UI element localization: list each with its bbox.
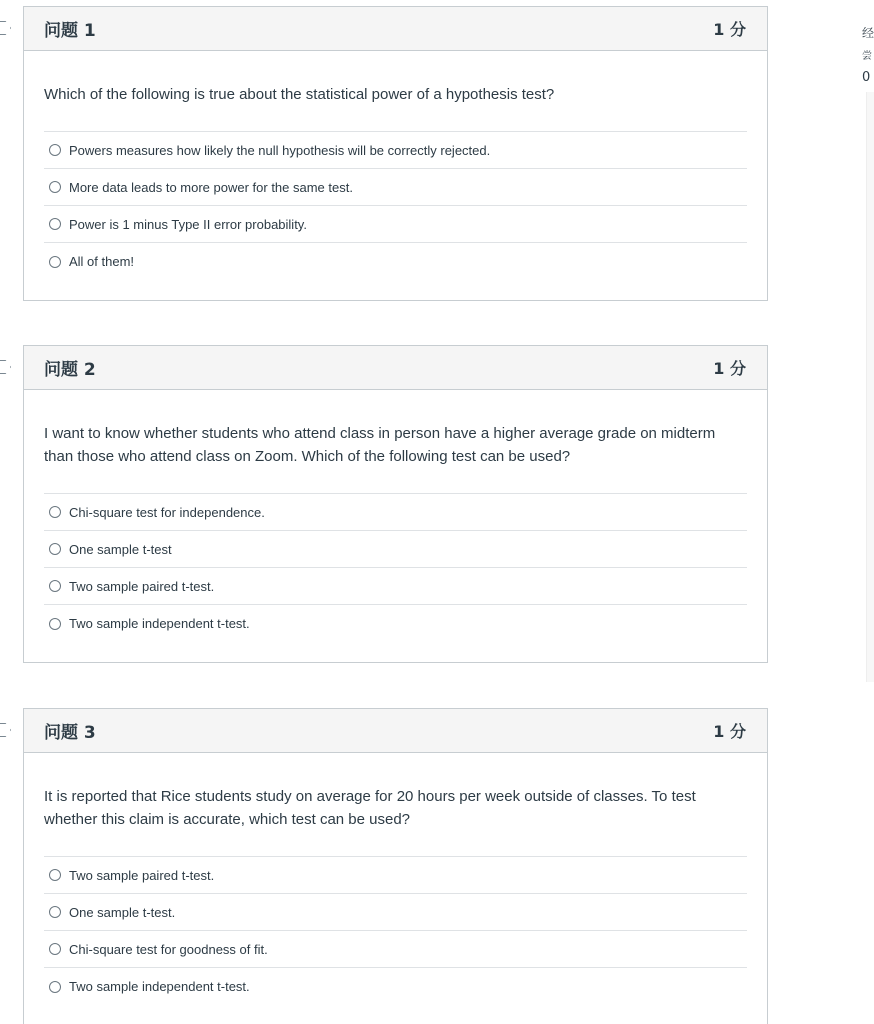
sidebar-label-1: 经 xyxy=(862,26,874,40)
question-points: 1 分 xyxy=(713,20,746,39)
answer-option[interactable] xyxy=(44,857,747,894)
flag-icon xyxy=(0,360,11,374)
radio-unchecked-icon[interactable] xyxy=(49,181,61,193)
answer-option[interactable] xyxy=(44,894,747,931)
answer-label: Two sample independent t-test. xyxy=(69,979,250,994)
flag-question-3-button[interactable] xyxy=(0,723,11,737)
answer-option[interactable] xyxy=(44,206,747,243)
question-body xyxy=(24,51,767,300)
answer-label: Two sample paired t-test. xyxy=(69,578,215,594)
answer-option[interactable] xyxy=(44,968,747,1005)
answer-label: All of them! xyxy=(69,254,135,269)
answer-option[interactable] xyxy=(44,132,747,169)
question-text: I want to know whether students who attend class in person have a higher average grade on midterm than those who attend class on Zoom. Which of the following test can be used? xyxy=(44,425,716,465)
radio-unchecked-icon[interactable] xyxy=(49,144,61,156)
answer-label: Power is 1 minus Type II error probability. xyxy=(69,216,307,232)
sidebar-panel xyxy=(866,92,874,682)
question-body xyxy=(24,390,767,662)
radio-unchecked-icon[interactable] xyxy=(49,506,61,518)
flag-question-2-button[interactable] xyxy=(0,360,11,374)
radio-unchecked-icon[interactable] xyxy=(49,906,61,918)
radio-unchecked-icon[interactable] xyxy=(49,580,61,592)
answer-option[interactable] xyxy=(44,531,747,568)
radio-unchecked-icon[interactable] xyxy=(49,869,61,881)
answer-label: Chi-square test for independence. xyxy=(69,504,265,520)
answer-label: One sample t-test. xyxy=(69,904,176,920)
radio-unchecked-icon[interactable] xyxy=(49,981,61,993)
radio-unchecked-icon[interactable] xyxy=(49,943,61,955)
question-3 xyxy=(23,708,768,1024)
question-title: 问题 1 xyxy=(44,21,96,41)
radio-unchecked-icon[interactable] xyxy=(49,218,61,230)
flag-icon xyxy=(0,21,11,35)
answer-label: Two sample independent t-test. xyxy=(69,616,250,631)
question-header xyxy=(24,709,767,753)
flag-icon xyxy=(0,723,11,737)
radio-unchecked-icon[interactable] xyxy=(49,618,61,630)
question-header xyxy=(24,7,767,51)
answer-label: One sample t-test xyxy=(69,541,172,557)
question-text: Which of the following is true about the statistical power of a hypothesis test? xyxy=(44,86,555,103)
answer-list xyxy=(44,131,747,280)
answer-label: Chi-square test for goodness of fit. xyxy=(69,941,268,957)
question-2 xyxy=(23,345,768,663)
question-body xyxy=(24,753,767,1024)
answer-list xyxy=(44,856,747,1005)
answer-option[interactable] xyxy=(44,568,747,605)
answer-option[interactable] xyxy=(44,605,747,642)
question-title: 问题 2 xyxy=(44,360,96,380)
question-text: It is reported that Rice students study on average for 20 hours per week outside of classes. To test whether this claim is accurate, which test can be used? xyxy=(44,788,696,828)
sidebar-count: 0 xyxy=(862,70,871,85)
question-header xyxy=(24,346,767,390)
answer-label: Powers measures how likely the null hypothesis will be correctly rejected. xyxy=(69,142,491,158)
answer-option[interactable] xyxy=(44,931,747,968)
question-points: 1 分 xyxy=(713,722,746,741)
flag-question-1-button[interactable] xyxy=(0,21,11,35)
answer-list xyxy=(44,493,747,642)
radio-unchecked-icon[interactable] xyxy=(49,543,61,555)
question-points: 1 分 xyxy=(713,359,746,378)
question-1 xyxy=(23,6,768,301)
answer-option[interactable] xyxy=(44,169,747,206)
answer-option[interactable] xyxy=(44,494,747,531)
radio-unchecked-icon[interactable] xyxy=(49,256,61,268)
question-title: 问题 3 xyxy=(44,723,96,743)
answer-label: More data leads to more power for the same test. xyxy=(69,179,353,195)
answer-label: Two sample paired t-test. xyxy=(69,867,215,883)
sidebar-label-2: 尝 xyxy=(862,51,872,62)
answer-option[interactable] xyxy=(44,243,747,280)
